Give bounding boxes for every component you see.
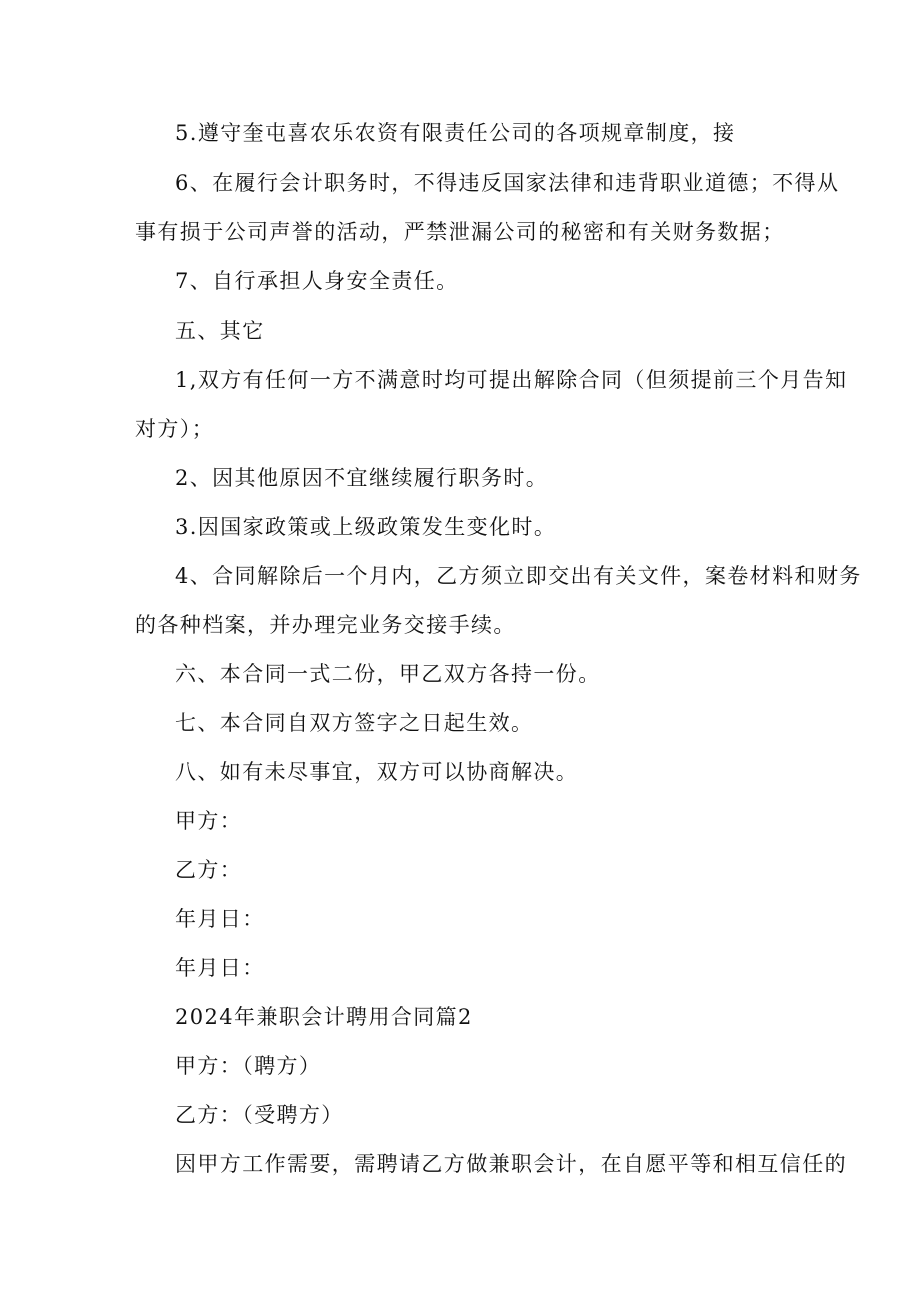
party-b-line: 乙方： [175, 858, 243, 882]
clause-7-line: 7、自行承担人身安全责任。 [175, 269, 459, 293]
other-2-line: 2、因其他原因不宜继续履行职务时。 [175, 466, 549, 490]
section-7-line: 七、本合同自双方签字之日起生效。 [175, 711, 534, 735]
other-3-line: 3.因国家政策或上级政策发生变化时。 [175, 515, 557, 539]
contract-2-party-a: 甲方：（聘方） [175, 1054, 322, 1078]
contract-2-intro: 因甲方工作需要，需聘请乙方做兼职会计，在自愿平等和相互信任的 [175, 1152, 847, 1176]
clause-5-line: 5.遵守奎屯喜农乐农资有限责任公司的各项规章制度，接 [175, 121, 736, 145]
clause-6-line-2: 事有损于公司声誉的活动，严禁泄漏公司的秘密和有关财务数据； [135, 220, 785, 244]
other-1-line-1: 1,双方有任何一方不满意时均可提出解除合同（但须提前三个月告知 [175, 368, 848, 392]
other-4-line-2: 的各种档案，并办理完业务交接手续。 [135, 613, 516, 637]
other-1-line-2: 对方）； [135, 417, 215, 441]
section-8-line: 八、如有未尽事宜，双方可以协商解决。 [175, 760, 579, 784]
section-6-line: 六、本合同一式二份，甲乙双方各持一份。 [175, 662, 601, 686]
contract-2-party-b: 乙方：（受聘方） [175, 1103, 344, 1127]
date-line-2: 年月日： [175, 956, 265, 980]
clause-6-line-1: 6、在履行会计职务时，不得违反国家法律和违背职业道德；不得从 [175, 171, 840, 195]
other-4-line-1: 4、合同解除后一个月内，乙方须立即交出有关文件，案卷材料和财务 [175, 564, 862, 588]
contract-2-title: 2024年兼职会计聘用合同篇2 [175, 1005, 473, 1029]
party-a-line: 甲方： [175, 809, 243, 833]
section-5-heading: 五、其它 [175, 319, 265, 343]
date-line-1: 年月日： [175, 907, 265, 931]
